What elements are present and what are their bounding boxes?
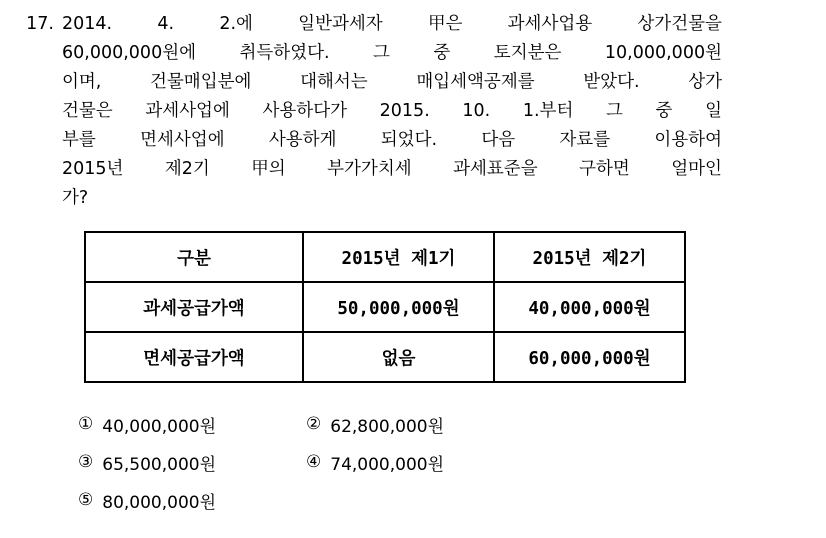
text-segment: 상가건물을 bbox=[637, 14, 722, 34]
text-segment: 과세사업용 bbox=[507, 14, 593, 34]
question-line bbox=[62, 97, 722, 126]
choice-marker: ① bbox=[78, 414, 94, 434]
table-cell: 없음 bbox=[303, 332, 494, 382]
text-segment: 가? bbox=[62, 188, 89, 208]
text-segment: 2.에 bbox=[219, 14, 253, 34]
text-segment: 자료를 bbox=[559, 130, 611, 150]
table-cell: 과세공급가액 bbox=[85, 282, 303, 332]
text-segment: 2015. bbox=[379, 101, 430, 121]
text-segment: 그 bbox=[373, 43, 390, 63]
table-cell: 40,000,000원 bbox=[494, 282, 685, 332]
text-segment: 4. bbox=[157, 14, 175, 34]
text-segment: 건물매입분에 bbox=[150, 72, 252, 92]
table-cell: 면세공급가액 bbox=[85, 332, 303, 382]
choice-label: 62,800,000원 bbox=[330, 416, 445, 437]
text-segment: 2014. bbox=[62, 14, 113, 34]
question-line bbox=[62, 184, 722, 213]
choice-marker: ⑤ bbox=[78, 490, 94, 510]
question-block bbox=[22, 10, 804, 213]
text-segment: 10,000,000원 bbox=[604, 43, 722, 63]
question-line bbox=[62, 39, 722, 68]
text-segment: 상가 bbox=[688, 72, 722, 92]
text-segment: 사용하다가 bbox=[262, 101, 348, 121]
text-segment: 부가가치세 bbox=[327, 159, 412, 179]
text-segment: 과세표준을 bbox=[453, 159, 538, 179]
supply-value-table bbox=[84, 231, 686, 383]
text-segment: 10. bbox=[462, 101, 491, 121]
table-header-row bbox=[85, 232, 685, 282]
choice-label: 65,500,000원 bbox=[102, 454, 217, 475]
choice-row bbox=[78, 405, 804, 443]
table-header-cell: 2015년 제1기 bbox=[303, 232, 494, 282]
text-segment: 건물은 bbox=[62, 101, 113, 121]
text-segment: 이며, bbox=[62, 72, 102, 92]
text-segment: 甲의 bbox=[251, 159, 286, 179]
text-segment: 부를 bbox=[62, 130, 96, 150]
choice-row bbox=[78, 481, 804, 519]
answer-choice-2[interactable] bbox=[306, 412, 444, 437]
text-segment: 2015년 bbox=[62, 159, 124, 179]
answer-choice-5[interactable] bbox=[78, 488, 306, 513]
text-segment: 이용하여 bbox=[654, 130, 722, 150]
choice-label: 40,000,000원 bbox=[102, 416, 217, 437]
text-segment: 60,000,000원에 bbox=[62, 43, 197, 63]
text-segment: 甲은 bbox=[427, 14, 463, 34]
text-segment: 얼마인 bbox=[671, 159, 722, 179]
choice-marker: ③ bbox=[78, 452, 94, 472]
text-segment: 과세사업에 bbox=[145, 101, 230, 121]
text-segment: 되었다. bbox=[380, 130, 438, 150]
table-row bbox=[85, 282, 685, 332]
answer-choice-4[interactable] bbox=[306, 450, 444, 475]
choice-label: 74,000,000원 bbox=[330, 454, 445, 475]
choice-marker: ④ bbox=[306, 452, 322, 472]
text-segment: 대해서는 bbox=[300, 72, 368, 92]
table-cell: 60,000,000원 bbox=[494, 332, 685, 382]
data-table-wrapper bbox=[22, 231, 804, 383]
choice-label: 80,000,000원 bbox=[102, 492, 217, 513]
text-segment: 토지분은 bbox=[493, 43, 562, 63]
text-segment: 제2기 bbox=[164, 159, 210, 179]
text-segment: 중 bbox=[433, 43, 451, 63]
table-row bbox=[85, 332, 685, 382]
question-line bbox=[62, 126, 722, 155]
text-segment: 그 bbox=[606, 101, 623, 121]
text-segment: 다음 bbox=[481, 130, 516, 150]
text-segment: 취득하였다. bbox=[239, 43, 330, 63]
question-line bbox=[62, 155, 722, 184]
question-text bbox=[62, 10, 722, 213]
choice-marker: ② bbox=[306, 414, 322, 434]
text-segment: 사용하게 bbox=[268, 130, 337, 150]
table-header-cell: 2015년 제2기 bbox=[494, 232, 685, 282]
text-segment: 받았다. bbox=[583, 72, 640, 92]
text-segment: 일 bbox=[705, 101, 722, 121]
text-segment: 매입세액공제를 bbox=[416, 72, 535, 92]
text-segment: 중 bbox=[655, 101, 673, 121]
text-segment: 구하면 bbox=[579, 159, 630, 179]
answer-choice-1[interactable] bbox=[78, 412, 306, 437]
table-cell: 50,000,000원 bbox=[303, 282, 494, 332]
table-header-cell: 구분 bbox=[85, 232, 303, 282]
question-number: 17. bbox=[26, 14, 54, 34]
choice-row bbox=[78, 443, 804, 481]
answer-choice-3[interactable] bbox=[78, 450, 306, 475]
text-segment: 1.부터 bbox=[522, 101, 574, 121]
question-line bbox=[62, 10, 722, 39]
answer-choices bbox=[22, 405, 804, 519]
question-line bbox=[62, 68, 722, 97]
text-segment: 일반과세자 bbox=[298, 14, 383, 34]
text-segment: 면세사업에 bbox=[140, 130, 225, 150]
